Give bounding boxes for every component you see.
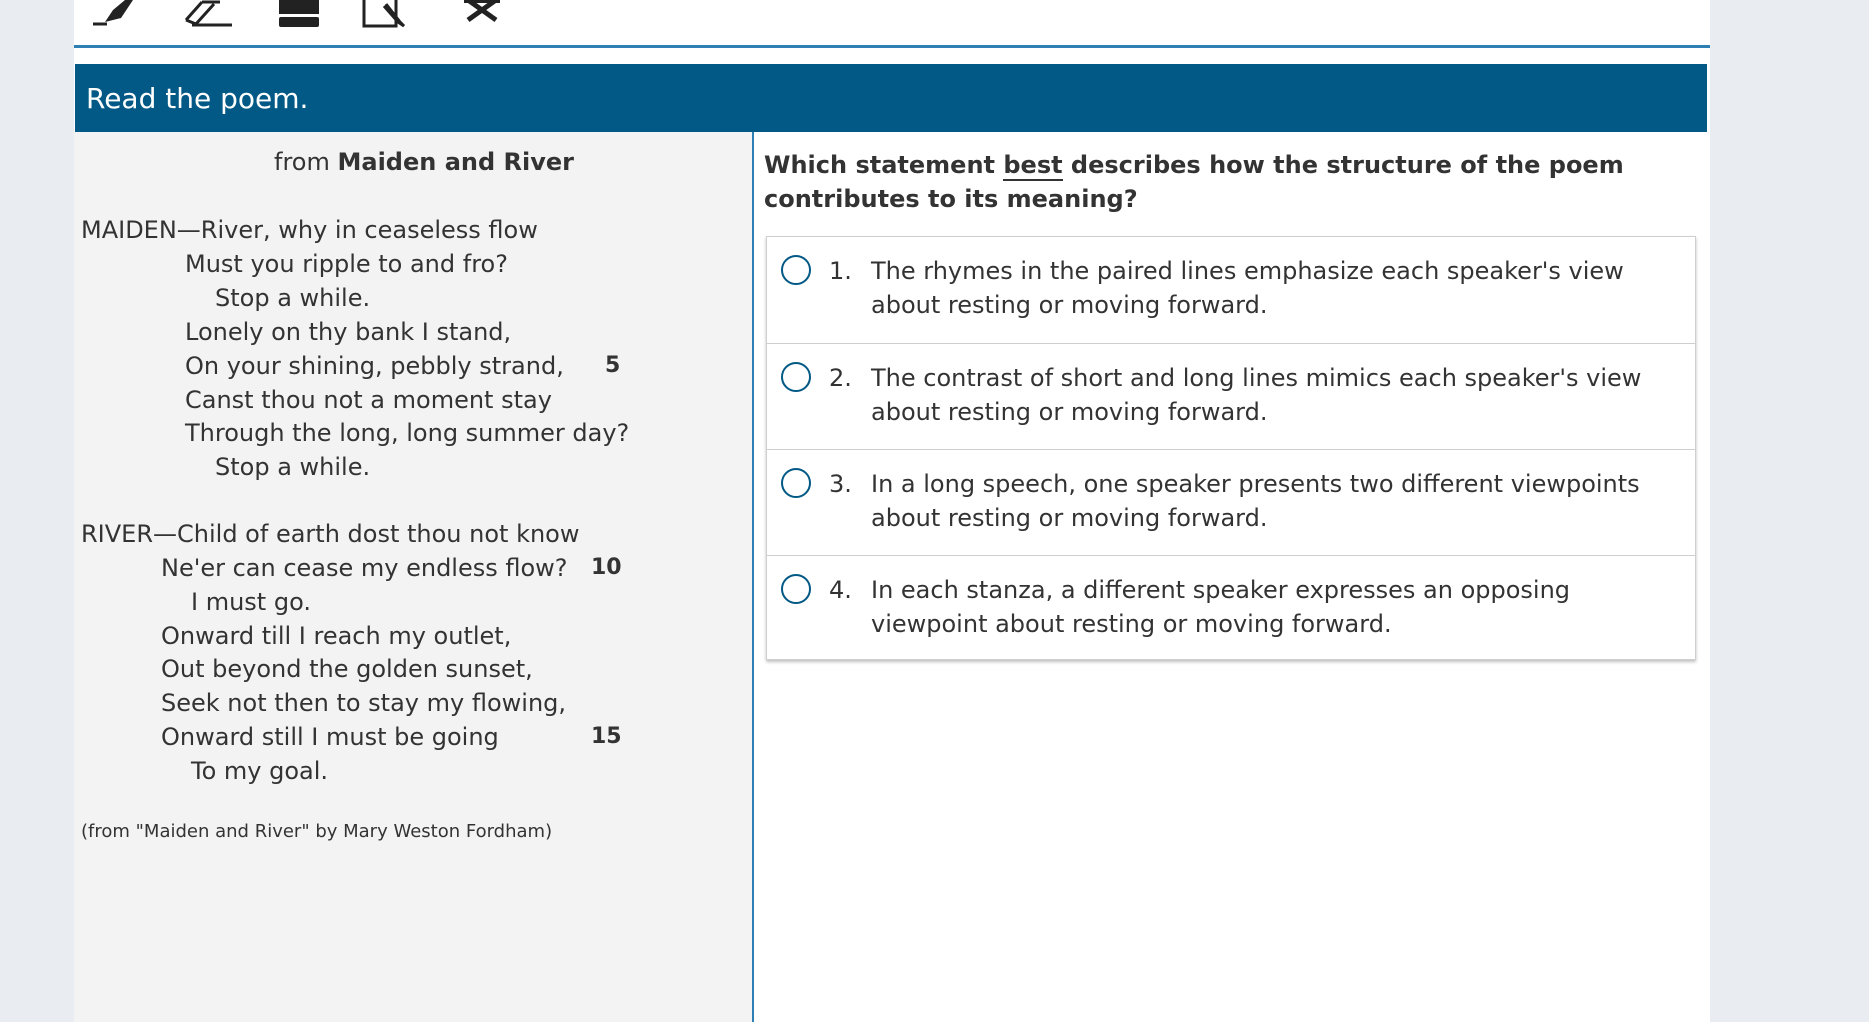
choice-number: 2. bbox=[829, 364, 852, 392]
stimulus-instruction: Read the poem. bbox=[86, 81, 309, 115]
question-suffix: describes how the structure of the poem contributes to its meaning? bbox=[764, 151, 1624, 213]
choice-text: The rhymes in the paired lines emphasize each speaker's view about resting or moving forward. bbox=[871, 257, 1624, 319]
choice-number: 1. bbox=[829, 257, 852, 285]
choice-text: In each stanza, a different speaker expresses an opposing viewpoint about resting or moving forward. bbox=[871, 576, 1571, 638]
question-emphasis: best bbox=[1003, 151, 1063, 179]
poem-line: Stop a while. bbox=[215, 453, 371, 481]
poem-line: To my goal. bbox=[191, 757, 329, 785]
poem-line: Canst thou not a moment stay bbox=[185, 386, 552, 414]
poem-attribution: (from "Maiden and River" by Mary Weston Fordham) bbox=[81, 821, 553, 842]
line-number: 5 bbox=[605, 353, 621, 378]
stimulus-header bbox=[75, 64, 1707, 132]
choice-number: 4. bbox=[829, 576, 852, 604]
eraser-icon[interactable] bbox=[180, 0, 236, 30]
poem-line: Must you ripple to and fro? bbox=[185, 250, 508, 278]
panel-divider bbox=[752, 132, 754, 1022]
question-stem bbox=[764, 148, 1694, 216]
choice-text: The contrast of short and long lines mimics each speaker's view about resting or moving forward. bbox=[871, 364, 1642, 426]
question-prefix: Which statement bbox=[764, 151, 1004, 179]
poem-line: Seek not then to stay my flowing, bbox=[161, 689, 567, 717]
strikethrough-icon[interactable] bbox=[456, 0, 512, 30]
choice-number: 3. bbox=[829, 470, 852, 498]
poem-line: Onward still I must be going bbox=[161, 723, 499, 751]
answer-choices bbox=[766, 236, 1696, 660]
answer-choice-4[interactable] bbox=[767, 555, 1695, 661]
poem-line: MAIDEN—River, why in ceaseless flow bbox=[81, 216, 538, 244]
poem-line: RIVER—Child of earth dost thou not know bbox=[81, 520, 580, 548]
answer-choice-1[interactable] bbox=[767, 237, 1695, 343]
poem-line: Stop a while. bbox=[215, 284, 371, 312]
poem-title-text: Maiden and River bbox=[337, 148, 574, 176]
radio-button-icon[interactable] bbox=[781, 255, 811, 285]
toolbar-divider bbox=[74, 45, 1710, 48]
radio-button-icon[interactable] bbox=[781, 468, 811, 498]
poem-title bbox=[74, 148, 774, 176]
poem-title-prefix: from bbox=[274, 148, 330, 176]
poem-line: Out beyond the golden sunset, bbox=[161, 655, 533, 683]
answer-choice-3[interactable] bbox=[767, 449, 1695, 555]
poem-line: Through the long, long summer day? bbox=[185, 419, 630, 447]
print-icon[interactable] bbox=[272, 0, 328, 30]
line-number: 15 bbox=[591, 724, 622, 749]
poem-line: I must go. bbox=[191, 588, 311, 616]
choice-text: In a long speech, one speaker presents two different viewpoints about resting or moving forward. bbox=[871, 470, 1640, 532]
line-number: 10 bbox=[591, 555, 622, 580]
test-stage bbox=[74, 0, 1710, 1022]
tool-bar bbox=[74, 0, 1710, 46]
answer-choice-2[interactable] bbox=[767, 343, 1695, 449]
radio-button-icon[interactable] bbox=[781, 574, 811, 604]
poem-line: Onward till I reach my outlet, bbox=[161, 622, 512, 650]
poem-line: Lonely on thy bank I stand, bbox=[185, 318, 512, 346]
poem-line: Ne'er can cease my endless flow? bbox=[161, 554, 568, 582]
radio-button-icon[interactable] bbox=[781, 362, 811, 392]
poem-line: On your shining, pebbly strand, bbox=[185, 352, 564, 380]
highlighter-icon[interactable] bbox=[88, 0, 144, 30]
notepad-icon[interactable] bbox=[360, 0, 416, 30]
